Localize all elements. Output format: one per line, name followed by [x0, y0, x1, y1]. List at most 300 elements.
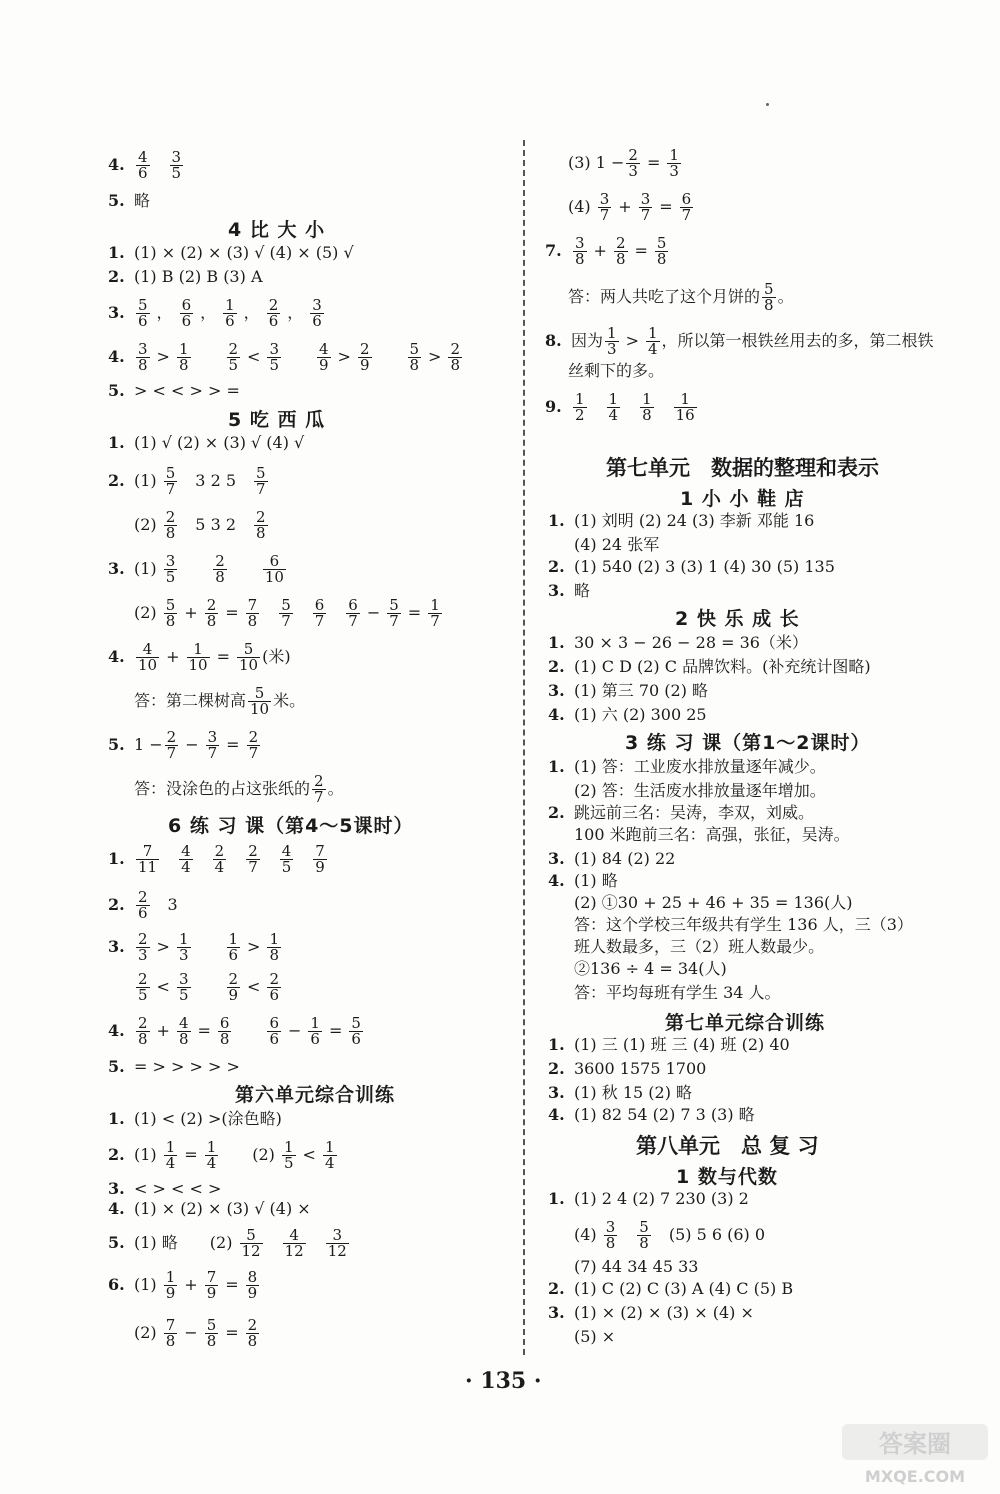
numerator: 2 [215, 552, 225, 570]
numerator: 2 [138, 1014, 148, 1032]
denominator: 8 [642, 406, 652, 424]
numerator: 3 [178, 970, 189, 988]
answer-text: 。 [327, 779, 344, 798]
denominator: 8 [206, 1332, 217, 1350]
review6-1 [108, 1108, 282, 1130]
answer-text: (1) 540 (2) 3 (3) 1 (4) 30 (5) 135 [574, 557, 835, 576]
numerator: 1 [430, 596, 440, 614]
s8-3 [548, 1302, 754, 1324]
operator: − [184, 1323, 198, 1342]
numerator: 1 [178, 930, 189, 948]
fraction [762, 282, 776, 313]
question-number: 1. [108, 1109, 125, 1128]
question-number: 4. [108, 1021, 125, 1040]
fraction [323, 1140, 337, 1171]
denominator: 5 [165, 568, 176, 586]
answer-text: (4) [568, 197, 596, 216]
operator: + [184, 603, 198, 622]
answer-text: (2) [134, 1323, 162, 1342]
denominator: 6 [269, 986, 279, 1004]
answer-6-3b [134, 972, 283, 1003]
denominator: 8 [605, 1234, 616, 1252]
denominator: 12 [284, 1242, 304, 1260]
answer-text: (1) 84 (2) 22 [574, 849, 676, 868]
denominator: 9 [315, 858, 325, 876]
answer-text: 米。 [273, 691, 306, 710]
denominator: 7 [256, 480, 266, 498]
denominator: 7 [165, 480, 176, 498]
numerator: 5 [246, 1226, 256, 1244]
denominator: 8 [138, 1030, 148, 1048]
numerator: 2 [166, 728, 177, 746]
answer-text: 3 [167, 895, 178, 914]
answer-text: 略 [134, 191, 151, 210]
question-number: 4. [108, 155, 125, 174]
answer-text: (1) 略 [574, 871, 618, 890]
answer-text: 答：没涂色的占这张纸的 [134, 779, 311, 798]
fraction [218, 1016, 232, 1047]
fraction [227, 932, 241, 963]
fraction [246, 1318, 260, 1349]
fraction [313, 598, 327, 629]
denominator: 7 [314, 612, 325, 630]
question-number: 3. [548, 1303, 565, 1322]
denominator: 7 [166, 744, 177, 762]
answer-5-prev [108, 190, 150, 212]
answer-text: (1) × (2) × (3) √ (4) × (5) √ [134, 243, 354, 262]
comma: ， [200, 303, 217, 322]
denominator: 5 [171, 164, 182, 182]
numerator: 2 [314, 772, 324, 790]
denominator: 7 [314, 788, 324, 806]
denominator: 8 [764, 296, 774, 314]
denominator: 4 [608, 406, 619, 424]
denominator: 6 [269, 1030, 279, 1048]
answer-5-4 [108, 642, 291, 673]
answer-text: 因为 [571, 331, 604, 350]
question-number: 2. [548, 657, 565, 676]
question-number: 3. [108, 303, 125, 322]
fraction [428, 598, 442, 629]
denominator: 8 [215, 568, 225, 586]
answer-5-4-reply [134, 686, 305, 717]
numerator: 6 [269, 552, 280, 570]
fraction [448, 342, 462, 373]
answer-5-1 [108, 432, 304, 454]
operator: < [156, 977, 170, 996]
denominator: 3 [607, 340, 617, 358]
numerator: 5 [351, 1014, 361, 1032]
l-4c: 答：这个学校三年级共有学生 136 人，三（3） [574, 915, 913, 934]
numerator: 2 [214, 842, 225, 860]
section-heading-unit7-review: 第七单元综合训练 [665, 1012, 826, 1034]
denominator: 5 [138, 986, 148, 1004]
numerator: 4 [142, 640, 153, 658]
numerator: 1 [165, 1268, 176, 1286]
numerator: 3 [165, 552, 176, 570]
fraction [387, 598, 401, 629]
fraction [607, 392, 621, 423]
review6-3 [108, 1178, 221, 1200]
numerator: 2 [138, 930, 148, 948]
fraction [223, 298, 237, 329]
l-1a [548, 756, 826, 778]
question-number: 1. [548, 757, 565, 776]
answer-text: ，所以第一根铁丝用去的多，第二根铁 [661, 331, 934, 350]
question-number: 2. [548, 1279, 565, 1298]
review6-5 [108, 1228, 351, 1259]
numerator: 7 [315, 842, 325, 860]
numerator: 4 [289, 1226, 299, 1244]
fraction [136, 932, 150, 963]
numerator: 2 [359, 340, 370, 358]
question-number: 3. [108, 1179, 125, 1198]
denominator: 10 [250, 700, 270, 718]
operator: > [337, 347, 351, 366]
question-number: 3. [548, 581, 565, 600]
numerator: 3 [332, 1226, 343, 1244]
answer-5-3a [108, 554, 288, 585]
answer-text: 答：两人共吃了这个月饼的 [568, 287, 761, 306]
denominator: 10 [264, 568, 284, 586]
fraction [136, 844, 159, 875]
answer-text: (5) 5 6 (6) 0 [668, 1225, 766, 1244]
fraction [267, 1016, 281, 1047]
numerator: 5 [656, 234, 667, 252]
review7-2 [548, 1058, 706, 1080]
denominator: 6 [268, 312, 279, 330]
denominator: 8 [165, 612, 176, 630]
l-1b: (2) 答：生活废水排放量逐年增加。 [574, 781, 826, 800]
denominator: 4 [165, 1154, 176, 1172]
numerator: 1 [228, 930, 239, 948]
answer-6-3a [108, 932, 283, 963]
operator: − [185, 735, 199, 754]
numerator: 6 [181, 296, 192, 314]
answer-5-3b [134, 598, 444, 629]
question-number: 1. [108, 849, 125, 868]
answer-text: (1) C D (2) C 品牌饮料。(补充统计图略) [574, 657, 871, 676]
fraction [312, 774, 326, 805]
answer-text: (3) [568, 153, 596, 172]
fraction [326, 1228, 349, 1259]
answer-text: (1) C (2) C (3) A (4) C (5) B [574, 1279, 794, 1298]
operator: + [618, 197, 632, 216]
fraction [614, 236, 628, 267]
denominator: 8 [247, 1332, 258, 1350]
denominator: 5 [284, 1154, 294, 1172]
question-number: 3. [548, 681, 565, 700]
fraction [280, 844, 294, 875]
answer-text: (1) [134, 1275, 162, 1294]
fraction [213, 554, 227, 585]
numerator: 2 [165, 508, 176, 526]
answer-text: < > < < > [134, 1179, 222, 1198]
numerator: 4 [181, 842, 191, 860]
answer-text: 3600 1575 1700 [574, 1059, 707, 1078]
l-4e: ②136 ÷ 4 = 34(人) [574, 959, 727, 978]
answer-r-4 [568, 192, 695, 223]
l-4d: 班人数最多，三（2）班人数最少。 [574, 937, 825, 956]
numerator: 1 [608, 390, 619, 408]
fraction [205, 1318, 219, 1349]
denominator: 9 [247, 1284, 258, 1302]
denominator: 7 [389, 612, 399, 630]
u7-1b: (4) 24 张军 [574, 535, 660, 554]
answer-4-2 [108, 266, 263, 288]
denominator: 8 [165, 1332, 176, 1350]
numerator: 5 [764, 280, 774, 298]
question-number: 8. [545, 331, 562, 350]
denominator: 8 [247, 612, 258, 630]
fraction [246, 598, 260, 629]
fraction [136, 972, 150, 1003]
denominator: 10 [138, 656, 158, 674]
fraction [680, 192, 694, 223]
question-number: 4. [548, 1105, 565, 1124]
operator: < [247, 977, 261, 996]
question-number: 4. [108, 347, 125, 366]
k-4 [548, 704, 707, 726]
operator: > [156, 347, 170, 366]
numerator: 3 [575, 234, 585, 252]
fraction [205, 598, 219, 629]
comma: ， [287, 303, 304, 322]
answer-r-8 [545, 326, 934, 357]
denominator: 3 [669, 162, 679, 180]
denominator: 7 [430, 612, 440, 630]
operator: = [197, 1021, 211, 1040]
l-2a [548, 802, 814, 824]
denominator: 3 [178, 946, 189, 964]
numerator: 7 [206, 1268, 217, 1286]
answer-text: 跳远前三名：吴涛，李双，刘威。 [574, 803, 815, 822]
numerator: 1 [284, 1138, 294, 1156]
answer-text: = > > > > > [134, 1057, 240, 1076]
fraction [164, 598, 178, 629]
question-number: 2. [548, 557, 565, 576]
fraction [283, 1228, 306, 1259]
numerator: 5 [256, 464, 266, 482]
watermark-text: MXQE.COM [864, 1467, 966, 1486]
numerator: 5 [165, 596, 176, 614]
fraction [164, 1270, 178, 1301]
numerator: 2 [247, 1316, 258, 1334]
review7-4 [548, 1104, 755, 1126]
answer-text: (2) [209, 1233, 238, 1252]
operator: = [659, 197, 673, 216]
question-number: 3. [548, 849, 565, 868]
answer-4-prev [108, 150, 185, 181]
numerator: 3 [599, 190, 610, 208]
fraction [247, 730, 261, 761]
question-number: 2. [548, 1059, 565, 1078]
numerator: 3 [171, 148, 182, 166]
denominator: 9 [359, 356, 370, 374]
fraction [655, 236, 669, 267]
question-number: 1. [108, 243, 125, 262]
numerator: 5 [639, 1218, 649, 1236]
denominator: 8 [615, 250, 626, 268]
fraction [248, 686, 271, 717]
fraction [164, 554, 178, 585]
question-number: 4. [548, 871, 565, 890]
numerator: 1 [575, 390, 585, 408]
answer-text: (1) 82 54 (2) 7 3 (3) 略 [574, 1105, 755, 1124]
denominator: 6 [312, 312, 322, 330]
denominator: 8 [219, 1030, 230, 1048]
denominator: 12 [327, 1242, 347, 1260]
comma: ， [243, 303, 260, 322]
question-number: 1. [548, 1189, 565, 1208]
answer-text: (1) B (2) B (3) A [134, 267, 263, 286]
operator: = [226, 735, 240, 754]
operator: = [225, 1323, 239, 1342]
answer-text: 30 × 3 − 26 − 28 = 36（米） [574, 633, 808, 652]
answer-text: (1) 答：工业废水排放量逐年减少。 [574, 757, 826, 776]
numerator: 1 [225, 296, 235, 314]
answer-6-1 [108, 844, 329, 875]
answer-text: (1) < (2) >(涂色略) [134, 1109, 282, 1128]
numerator: 3 [138, 340, 148, 358]
numerator: 1 [178, 340, 189, 358]
section-heading-7-1: 1 小 小 鞋 店 [680, 488, 805, 510]
fraction [177, 342, 191, 373]
denominator: 8 [178, 1030, 189, 1048]
u7-3 [548, 580, 590, 602]
question-number: 5. [108, 381, 125, 400]
answer-text: 3 2 5 [195, 471, 237, 490]
fraction [254, 510, 268, 541]
operator: + [593, 241, 607, 260]
denominator: 4 [324, 1154, 335, 1172]
denominator: 10 [239, 656, 259, 674]
fraction [240, 1228, 263, 1259]
numerator: 3 [605, 1218, 616, 1236]
numerator: 2 [228, 340, 239, 358]
fraction [310, 298, 324, 329]
section-heading-8-1: 1 数与代数 [676, 1166, 778, 1188]
operator: < [247, 347, 261, 366]
numerator: 1 [680, 390, 690, 408]
answer-text: (2) [134, 603, 162, 622]
denominator: 8 [138, 356, 148, 374]
numerator: 2 [450, 340, 460, 358]
question-number: 2. [548, 803, 565, 822]
fraction [267, 342, 281, 373]
s8-1a [548, 1188, 749, 1210]
numerator: 4 [138, 148, 148, 166]
unit8-heading: 第八单元 总 复 习 [636, 1134, 819, 1158]
numerator: 7 [247, 596, 258, 614]
l-4f: 答：平均每班有学生 34 人。 [574, 983, 781, 1002]
answer-text: (1) 三 (1) 班 三 (4) 班 (2) 40 [574, 1035, 790, 1054]
question-number: 5. [108, 735, 125, 754]
numerator: 2 [138, 970, 148, 988]
question-number: 2. [108, 267, 125, 286]
answer-5-5-reply [134, 774, 344, 805]
fraction [136, 890, 150, 921]
denominator: 5 [228, 356, 239, 374]
fraction [179, 844, 193, 875]
numerator: 7 [142, 842, 153, 860]
question-number: 6. [108, 1275, 125, 1294]
k-1 [548, 632, 808, 654]
numerator: 1 [206, 1138, 217, 1156]
denominator: 10 [188, 656, 208, 674]
answer-text: 1 − [134, 735, 163, 754]
fraction [604, 1220, 618, 1251]
fraction [267, 972, 281, 1003]
question-number: 1. [548, 511, 565, 530]
k-2 [548, 656, 871, 678]
numerator: 5 [254, 684, 265, 702]
s8-1c: (7) 44 34 45 33 [574, 1257, 699, 1276]
answer-text: (4) [574, 1225, 602, 1244]
answer-text: (1) × (2) × (3) √ (4) × [134, 1199, 311, 1218]
denominator: 6 [310, 1030, 320, 1048]
operator: = [634, 241, 648, 260]
fraction [136, 150, 150, 181]
operator: = [328, 1021, 343, 1040]
numerator: 3 [312, 296, 322, 314]
numerator: 2 [228, 970, 239, 988]
review6-4 [108, 1198, 311, 1220]
fraction [177, 932, 191, 963]
question-number: 1. [548, 633, 565, 652]
fraction [136, 298, 150, 329]
question-number: 5. [108, 1233, 125, 1252]
fraction [358, 342, 372, 373]
answer-text: (2) [134, 515, 162, 534]
operator: − [288, 1021, 302, 1040]
denominator: 8 [656, 250, 667, 268]
numerator: 1 [642, 390, 652, 408]
numerator: 6 [348, 596, 358, 614]
answer-text: (1) 六 (2) 300 25 [574, 705, 707, 724]
fraction [282, 1140, 296, 1171]
numerator: 1 [324, 1138, 335, 1156]
fraction [408, 342, 422, 373]
fraction [573, 392, 587, 423]
numerator: 1 [647, 324, 658, 342]
answer-text: (1) × (2) × (3) × (4) × [574, 1303, 754, 1322]
denominator: 6 [225, 312, 235, 330]
fraction [317, 342, 331, 373]
unit7-heading: 第七单元 数据的整理和表示 [606, 456, 879, 480]
numerator: 1 [269, 930, 279, 948]
denominator: 7 [348, 612, 358, 630]
fraction [180, 298, 194, 329]
answer-text: 1 − [595, 153, 625, 172]
denominator: 3 [138, 946, 148, 964]
denominator: 8 [206, 612, 217, 630]
answer-text: (米) [262, 647, 291, 666]
operator: > [247, 937, 261, 956]
operator: = [216, 647, 230, 666]
numerator: 4 [281, 842, 292, 860]
answer-text: 答：第二棵树高 [134, 691, 247, 710]
answer-text: (1) 略 [134, 1233, 178, 1252]
denominator: 7 [248, 744, 259, 762]
numerator: 6 [219, 1014, 230, 1032]
u7-2 [548, 556, 835, 578]
numerator: 5 [206, 1316, 217, 1334]
question-number: 7. [545, 241, 562, 260]
fraction [205, 1270, 219, 1301]
numerator: 5 [389, 596, 399, 614]
answer-text: (1) 第三 70 (2) 略 [574, 681, 709, 700]
